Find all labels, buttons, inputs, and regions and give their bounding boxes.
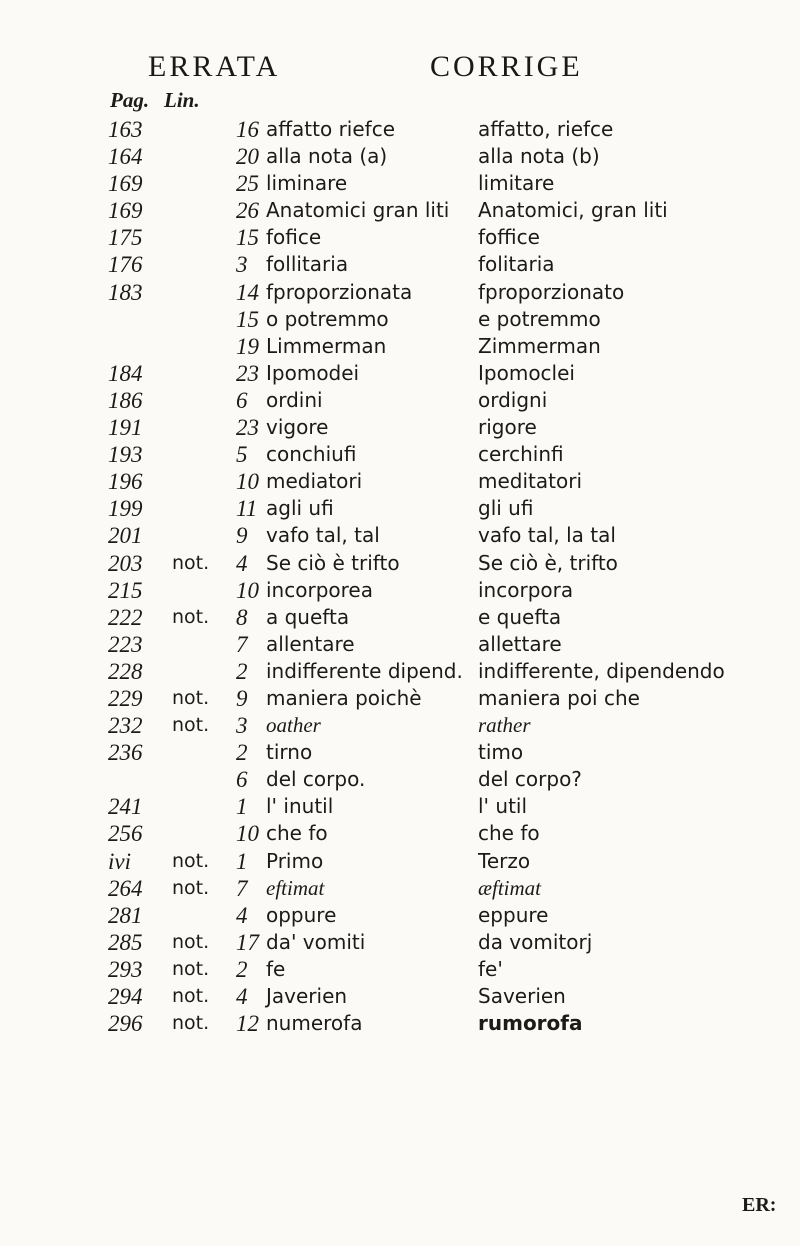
line-number: 1 xyxy=(236,848,248,874)
corrected-text: e quefta xyxy=(478,604,562,629)
wrong-text: o potremmo xyxy=(266,306,389,331)
wrong-text: allentare xyxy=(266,631,355,656)
errata-row xyxy=(0,766,800,793)
errata-row xyxy=(0,658,800,685)
wrong-text: maniera poichè xyxy=(266,685,422,710)
page-number: 223 xyxy=(108,631,143,657)
line-number: 4 xyxy=(236,550,248,576)
page-number: 215 xyxy=(108,577,143,603)
line-number: 25 xyxy=(236,171,259,197)
wrong-text: oppure xyxy=(266,902,337,927)
corrected-text: limitare xyxy=(478,171,555,196)
line-number: 20 xyxy=(236,144,259,170)
note-marker: not. xyxy=(172,876,210,899)
line-number: 10 xyxy=(236,577,259,603)
corrected-text: che fo xyxy=(478,821,540,846)
page-number: 232 xyxy=(108,713,143,739)
page-number: 281 xyxy=(108,902,143,928)
line-number: 6 xyxy=(236,387,248,413)
wrong-text: affatto riefce xyxy=(266,117,395,141)
corrected-text: cerchinfi xyxy=(478,442,564,467)
corrected-text: æftimat xyxy=(478,875,542,900)
errata-row xyxy=(0,224,800,251)
corrected-text: meditatori xyxy=(478,469,582,494)
errata-row xyxy=(0,360,800,387)
page-number: 199 xyxy=(108,496,143,522)
corrected-text: vafo tal, la tal xyxy=(478,523,616,548)
catchword: ER: xyxy=(742,1194,777,1216)
line-number: 4 xyxy=(236,902,248,928)
errata-row xyxy=(0,902,800,929)
wrong-text: l' inutil xyxy=(266,794,334,819)
wrong-text: incorporea xyxy=(266,577,373,602)
corrected-text: gli ufi xyxy=(478,496,534,521)
page-number: 169 xyxy=(108,171,143,197)
line-number: 9 xyxy=(236,685,248,711)
wrong-text: eftimat xyxy=(266,875,325,900)
line-number: 3 xyxy=(236,252,248,278)
errata-row xyxy=(0,1010,800,1037)
errata-row xyxy=(0,875,800,902)
corrected-text: del corpo? xyxy=(478,767,582,792)
line-number: 10 xyxy=(236,469,259,495)
page-number: 196 xyxy=(108,469,143,495)
page-column-header: Pag. xyxy=(110,88,150,112)
wrong-text: Primo xyxy=(266,848,324,873)
line-column-header: Lin. xyxy=(164,88,200,112)
note-marker: not. xyxy=(172,551,210,574)
corrected-text: fe' xyxy=(478,956,503,981)
wrong-text: oather xyxy=(266,713,321,738)
corrected-text: rigore xyxy=(478,415,537,440)
line-number: 2 xyxy=(236,956,248,982)
line-number: 15 xyxy=(236,225,259,251)
errata-row xyxy=(0,306,800,333)
corrected-text: rumorofa xyxy=(478,1011,583,1036)
page-number: 222 xyxy=(108,604,143,630)
note-marker: not. xyxy=(172,985,210,1007)
errata-row xyxy=(0,251,800,278)
page-number: 236 xyxy=(108,740,143,766)
page-number: 285 xyxy=(108,929,143,955)
note-marker: not. xyxy=(172,714,210,737)
corrected-text: folitaria xyxy=(478,252,555,277)
note-marker: not. xyxy=(172,1012,210,1035)
wrong-text: fe xyxy=(266,956,286,981)
page-number: 176 xyxy=(108,252,143,278)
corrected-text: Zimmerman xyxy=(478,333,601,358)
line-number: 2 xyxy=(236,658,248,684)
errata-row xyxy=(0,522,800,549)
wrong-text: a quefta xyxy=(266,604,350,629)
corrected-text: Saverien xyxy=(478,984,566,1008)
line-number: 19 xyxy=(236,333,259,359)
wrong-text: che fo xyxy=(266,821,328,846)
wrong-text: mediatori xyxy=(266,469,363,494)
corrected-text: fproporzionato xyxy=(478,279,625,304)
line-number: 5 xyxy=(236,442,248,468)
corrected-text: eppure xyxy=(478,902,549,927)
errata-row xyxy=(0,604,800,631)
corrected-text: affatto, riefce xyxy=(478,117,614,141)
errata-row xyxy=(0,441,800,468)
corrected-text: Anatomici, gran liti xyxy=(478,198,668,223)
page-number: 228 xyxy=(108,658,143,684)
line-number: 7 xyxy=(236,875,248,901)
corrected-text: alla nota (b) xyxy=(478,144,600,169)
line-number: 10 xyxy=(236,821,259,847)
line-number: 23 xyxy=(236,415,259,441)
errata-row xyxy=(0,468,800,495)
corrected-text: allettare xyxy=(478,631,562,656)
page-number: 164 xyxy=(108,144,143,170)
wrong-text: conchiufi xyxy=(266,442,357,467)
line-number: 14 xyxy=(236,279,259,305)
wrong-text: da' vomiti xyxy=(266,929,366,954)
page-number: 264 xyxy=(108,875,143,901)
page-number: 241 xyxy=(108,794,143,820)
wrong-text: tirno xyxy=(266,740,313,765)
corrected-text: da vomitorj xyxy=(478,929,593,954)
errata-row xyxy=(0,279,800,306)
page-number: 256 xyxy=(108,821,143,847)
corrected-text: indifferente, dipendendo xyxy=(478,658,725,683)
line-number: 2 xyxy=(236,740,248,766)
line-number: 6 xyxy=(236,767,248,793)
wrong-text: vafo tal, tal xyxy=(266,523,380,548)
errata-table xyxy=(0,116,800,1037)
note-marker: not. xyxy=(172,686,210,709)
line-number: 16 xyxy=(236,117,259,142)
wrong-text: agli ufi xyxy=(266,496,334,521)
corrected-text: e potremmo xyxy=(478,306,601,331)
page-number: 169 xyxy=(108,198,143,224)
line-number: 26 xyxy=(236,198,259,224)
wrong-text: indifferente dipend. xyxy=(266,658,463,683)
corrected-text: timo xyxy=(478,740,524,765)
errata-row xyxy=(0,550,800,577)
page-number: 184 xyxy=(108,360,143,386)
line-number: 23 xyxy=(236,360,259,386)
page-number: 163 xyxy=(108,117,143,142)
wrong-text: ordini xyxy=(266,387,323,412)
page-number: 294 xyxy=(108,984,143,1009)
wrong-text: Javerien xyxy=(266,984,348,1008)
corrected-text: l' util xyxy=(478,794,528,819)
errata-row xyxy=(0,170,800,197)
errata-row xyxy=(0,333,800,360)
errata-row xyxy=(0,712,800,739)
page-number: ivi xyxy=(108,848,131,874)
corrige-heading: CORRIGE xyxy=(430,50,583,83)
line-number: 3 xyxy=(236,713,248,739)
errata-row xyxy=(0,116,800,143)
note-marker: not. xyxy=(172,849,210,872)
wrong-text: alla nota (a) xyxy=(266,144,388,169)
corrected-text: Terzo xyxy=(478,848,531,873)
wrong-text: vigore xyxy=(266,415,329,440)
wrong-text: fofice xyxy=(266,225,322,250)
note-marker: not. xyxy=(172,605,210,628)
page-number: 175 xyxy=(108,225,143,251)
errata-row xyxy=(0,685,800,712)
line-number: 12 xyxy=(236,1011,259,1037)
errata-row xyxy=(0,143,800,170)
page-number: 203 xyxy=(108,550,143,576)
page-number: 229 xyxy=(108,685,143,711)
note-marker: not. xyxy=(172,930,210,953)
errata-row xyxy=(0,848,800,875)
errata-row xyxy=(0,739,800,766)
errata-row xyxy=(0,414,800,441)
line-number: 9 xyxy=(236,523,248,549)
line-number: 17 xyxy=(236,929,259,955)
errata-row xyxy=(0,956,800,983)
errata-row xyxy=(0,929,800,956)
wrong-text: numerofa xyxy=(266,1011,363,1036)
corrected-text: Se ciò è, trifto xyxy=(478,550,618,575)
page-number: 183 xyxy=(108,279,143,305)
errata-row xyxy=(0,197,800,224)
errata-heading: ERRATA xyxy=(148,50,281,83)
line-number: 15 xyxy=(236,306,259,332)
page-number: 191 xyxy=(108,415,143,441)
wrong-text: Limmerman xyxy=(266,333,387,358)
line-number: 4 xyxy=(236,984,248,1009)
errata-row xyxy=(0,793,800,820)
page-number: 296 xyxy=(108,1011,143,1037)
note-marker: not. xyxy=(172,957,210,980)
wrong-text: Se ciò è trifto xyxy=(266,550,400,575)
corrected-text: rather xyxy=(478,713,531,738)
errata-row xyxy=(0,631,800,658)
corrected-text: maniera poi che xyxy=(478,685,640,710)
errata-row xyxy=(0,820,800,847)
wrong-text: del corpo. xyxy=(266,767,366,792)
errata-row xyxy=(0,983,800,1010)
line-number: 7 xyxy=(236,631,248,657)
page-number: 293 xyxy=(108,956,143,982)
corrected-text: incorpora xyxy=(478,577,574,602)
errata-row xyxy=(0,577,800,604)
line-number: 1 xyxy=(236,794,248,820)
wrong-text: fproporzionata xyxy=(266,279,413,304)
wrong-text: follitaria xyxy=(266,252,349,277)
page-number: 193 xyxy=(108,442,143,468)
corrected-text: ordigni xyxy=(478,387,548,412)
line-number: 11 xyxy=(236,496,258,522)
wrong-text: Anatomici gran liti xyxy=(266,198,450,223)
wrong-text: liminare xyxy=(266,171,348,196)
page-number: 186 xyxy=(108,387,143,413)
page-number: 201 xyxy=(108,523,143,549)
errata-row xyxy=(0,495,800,522)
line-number: 8 xyxy=(236,604,248,630)
corrected-text: foffice xyxy=(478,225,540,250)
wrong-text: Ipomodei xyxy=(266,360,360,385)
errata-row xyxy=(0,387,800,414)
corrected-text: Ipomoclei xyxy=(478,360,575,385)
